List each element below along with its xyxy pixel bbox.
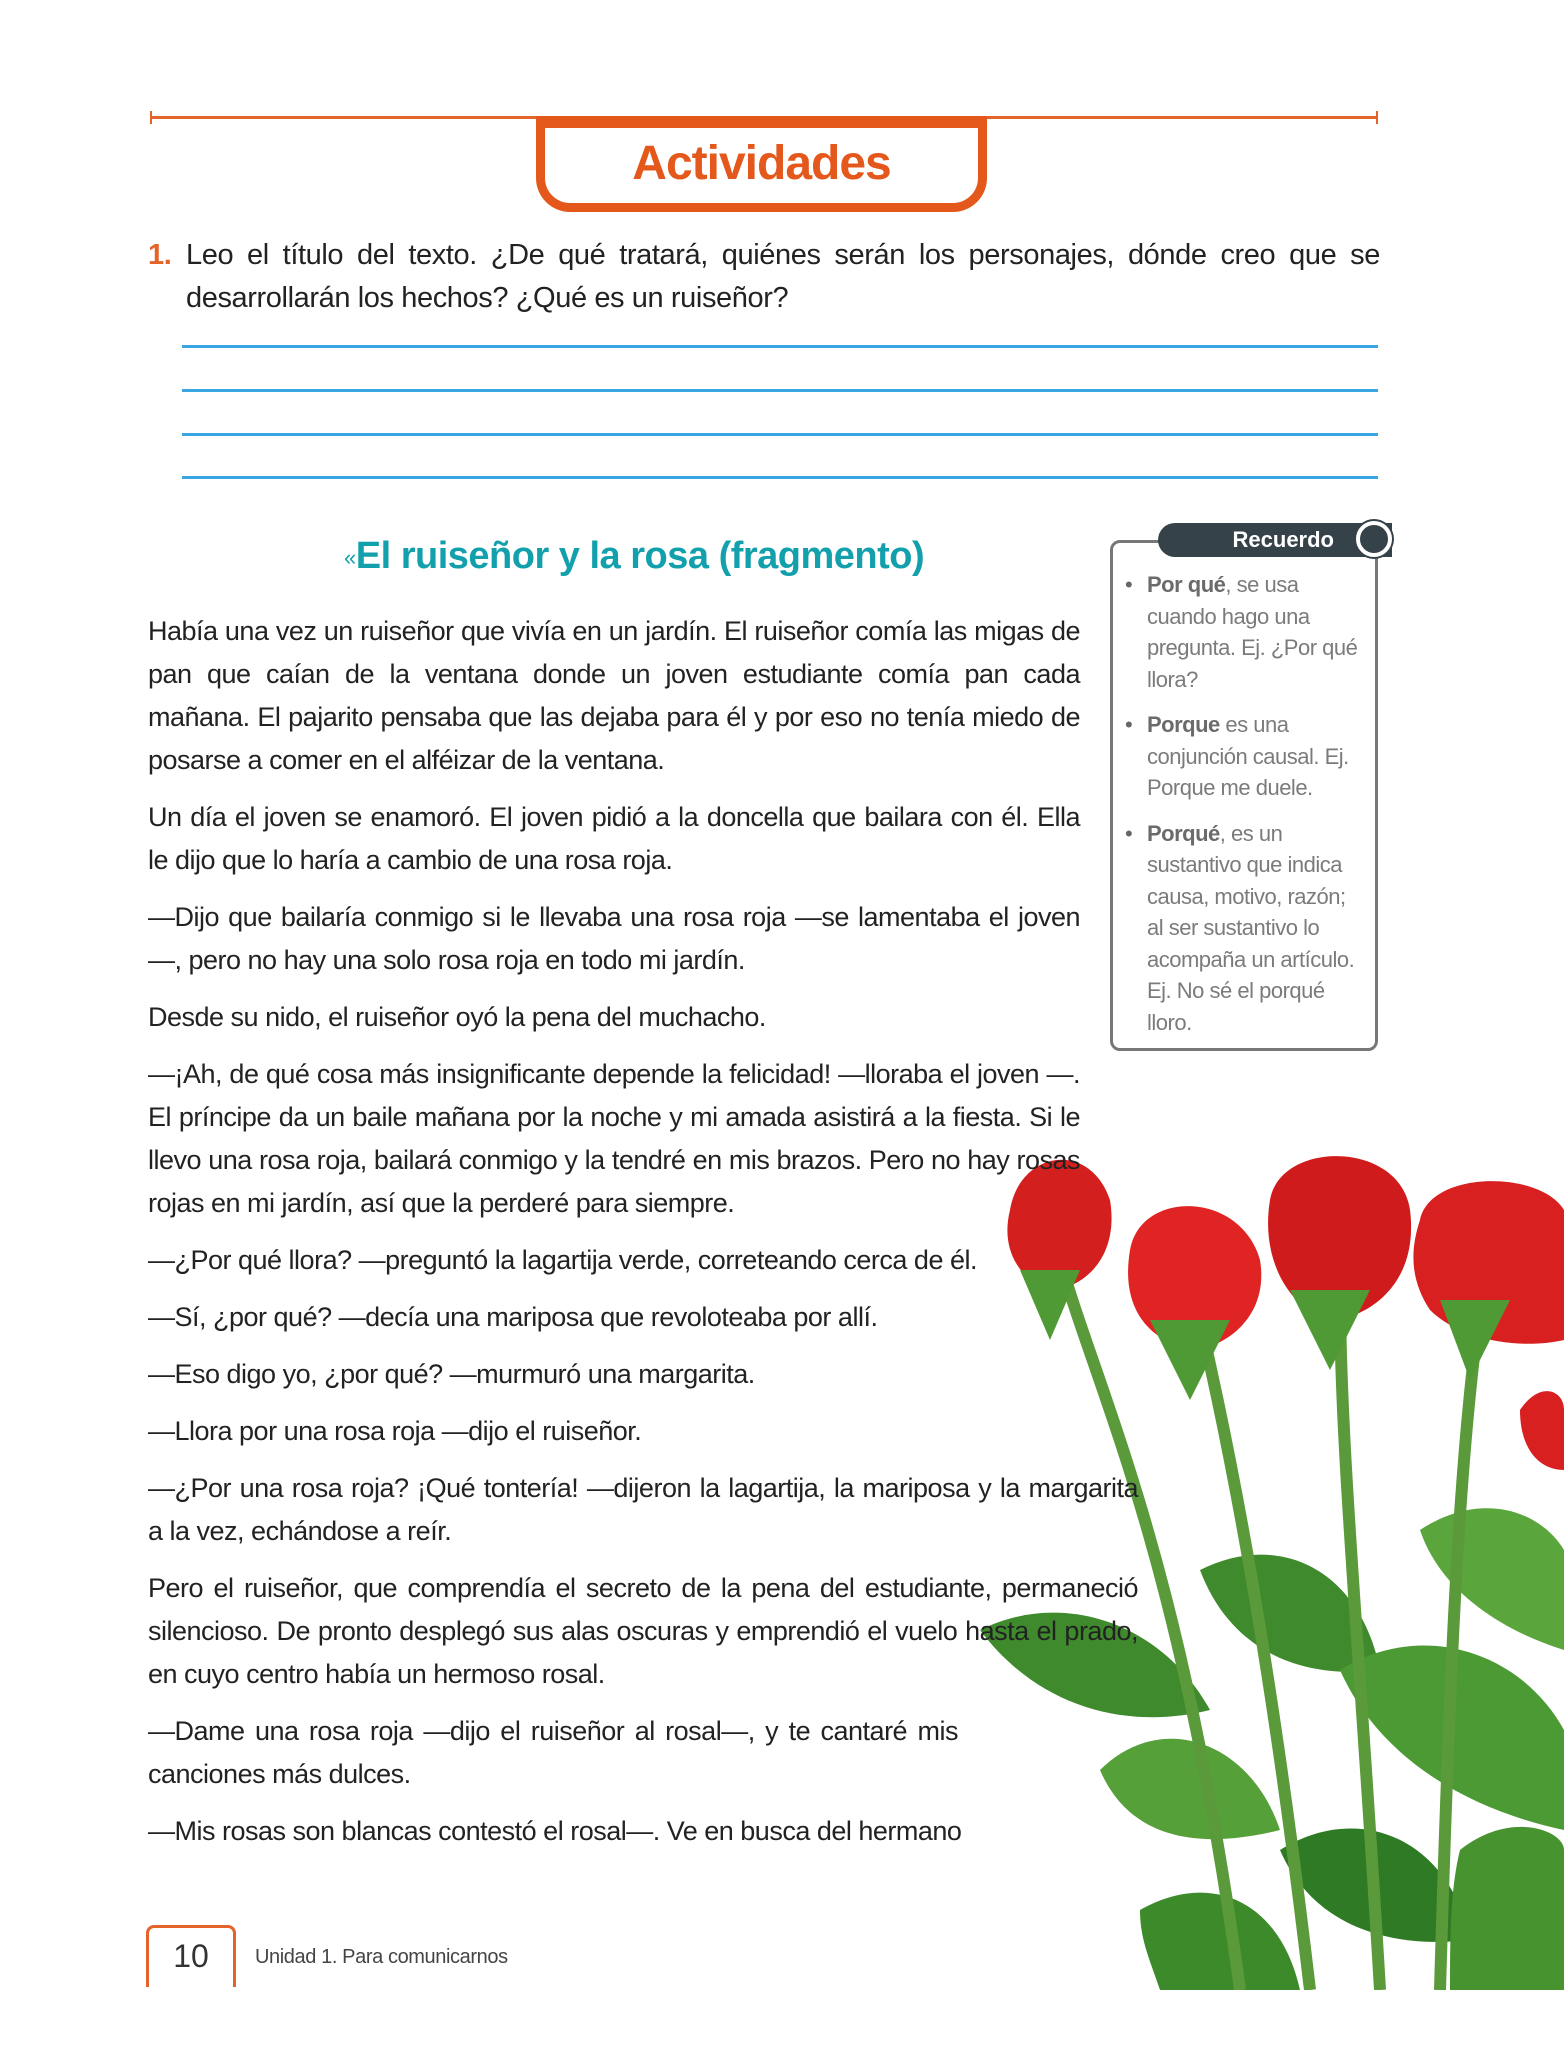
- recuerdo-text: , es un sustantivo que indica causa, motivo, razón; al ser sustantivo lo acompaña un artículo. Ej. No sé el porqué lloro.: [1147, 820, 1355, 1035]
- story-paragraph: —Eso digo yo, ¿por qué? —murmuró una margarita.: [148, 1359, 755, 1389]
- story-paragraph: —¿Por una rosa roja? ¡Qué tontería! —dijeron la lagartija, la mariposa y la margarita a la vez, echándose a reír.: [148, 1473, 1138, 1546]
- answer-line[interactable]: [182, 476, 1378, 479]
- question-1: [148, 234, 1380, 320]
- recuerdo-item: [1147, 569, 1365, 695]
- story-paragraph: —Llora por una rosa roja —dijo el ruiseñor.: [148, 1416, 642, 1446]
- story-paragraph: —Dame una rosa roja —dijo el ruiseñor al rosal—, y te cantaré mis canciones más dulces.: [148, 1716, 958, 1789]
- rose-blooms: [1007, 1156, 1564, 1470]
- story-title-text: El ruiseñor y la rosa (fragmento): [355, 535, 925, 577]
- recuerdo-term: Por qué: [1147, 572, 1226, 597]
- activities-header: [536, 116, 987, 212]
- recuerdo-term: Porque: [1147, 712, 1220, 737]
- recuerdo-text: , se usa cuando hago una pregunta. Ej. ¿Por qué llora?: [1147, 572, 1358, 692]
- story-paragraph: Desde su nido, el ruiseñor oyó la pena del muchacho.: [148, 1002, 766, 1032]
- recuerdo-term: Porqué: [1147, 820, 1220, 846]
- story-paragraph: —¡Ah, de qué cosa más insignificante depende la felicidad! —lloraba el joven —. El príncipe da un baile mañana por la noche y mi amada asistirá a la fiesta. Si le llevo una rosa roja, bailará conmigo y la tendré en mis brazos. Pero no hay rosas rojas en mi jardín, así que la perderé para siempre.: [148, 1059, 1080, 1218]
- recuerdo-text: es una conjunción causal. Ej. Porque me duele.: [1147, 712, 1349, 800]
- recuerdo-item: [1147, 709, 1365, 804]
- circle-icon: [1356, 521, 1392, 557]
- answer-line[interactable]: [182, 433, 1378, 436]
- answer-line[interactable]: [182, 345, 1378, 348]
- answer-line[interactable]: [182, 389, 1378, 392]
- activities-title: Actividades: [632, 137, 891, 190]
- question-text: Leo el título del texto. ¿De qué tratará, quiénes serán los personajes, dónde creo que se desarrollarán los hechos? ¿Qué es un ruiseñor?: [186, 239, 1380, 314]
- story-paragraph: Había una vez un ruiseñor que vivía en un jardín. El ruiseñor comía las migas de pan que caían de la ventana donde un joven estudiante comía pan cada mañana. El pajarito pensaba que las dejaba para él y por eso no tenía miedo de posarse a comer en el alféizar de la ventana.: [148, 616, 1080, 775]
- recuerdo-title: Recuerdo: [1158, 523, 1392, 557]
- story-paragraph: —Sí, ¿por qué? —decía una mariposa que revoloteaba por allí.: [148, 1302, 878, 1332]
- unit-label: Unidad 1. Para comunicarnos: [255, 1946, 508, 1968]
- story-paragraph: —Mis rosas son blancas contestó el rosal—. Ve en busca del hermano: [148, 1816, 962, 1846]
- story-body: [148, 610, 1138, 1867]
- question-number: 1.: [148, 239, 172, 271]
- story-title: [344, 535, 924, 578]
- quote-mark: «: [344, 544, 356, 570]
- story-paragraph: Un día el joven se enamoró. El joven pidió a la doncella que bailara con él. Ella le dijo que lo haría a cambio de una rosa roja.: [148, 802, 1080, 875]
- recuerdo-box: [1110, 540, 1378, 1051]
- story-paragraph: Pero el ruiseñor, que comprendía el secreto de la pena del estudiante, permaneció silencioso. De pronto desplegó sus alas oscuras y emprendió el vuelo hasta el prado, en cuyo centro había un hermoso rosal.: [148, 1573, 1138, 1689]
- recuerdo-item: [1147, 818, 1365, 1039]
- story-paragraph: —¿Por qué llora? —preguntó la lagartija verde, correteando cerca de él.: [148, 1245, 977, 1275]
- page-number: 10: [146, 1925, 236, 1987]
- story-paragraph: —Dijo que bailaría conmigo si le llevaba una rosa roja —se lamentaba el joven—, pero no hay una solo rosa roja en todo mi jardín.: [148, 902, 1080, 975]
